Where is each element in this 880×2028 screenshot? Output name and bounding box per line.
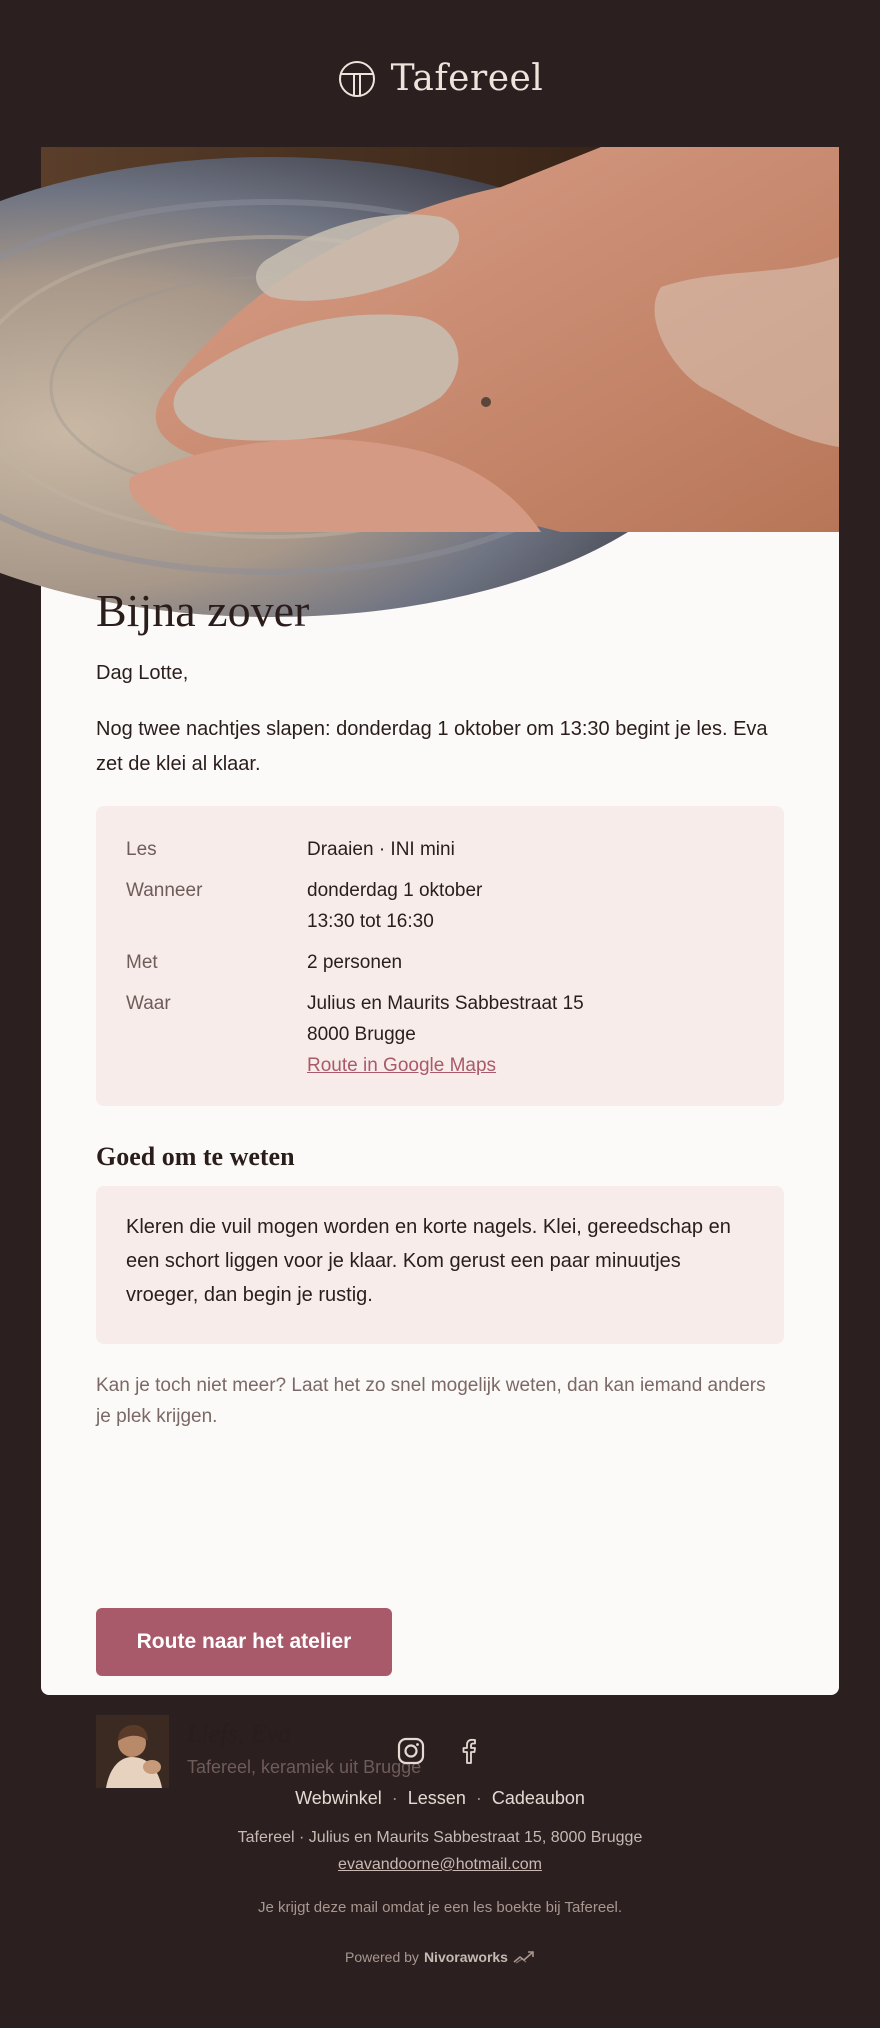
- footer-note: Je krijgt deze mail omdat je een les boekte bij Tafereel.: [257, 1899, 623, 1916]
- detail-label: Les: [126, 839, 157, 860]
- footer-link-cadeaubon[interactable]: Cadeaubon: [491, 1788, 585, 1808]
- brand-name: Tafereel: [390, 58, 544, 99]
- detail-label: Waar: [126, 993, 171, 1014]
- trend-chart-icon: [513, 1950, 535, 1964]
- cancel-notice: Kan je toch niet meer? Laat het zo snel mogelijk weten, dan kan iemand anders je plek krijgen.: [96, 1375, 766, 1427]
- detail-value: Julius en Maurits Sabbestraat 15: [307, 993, 584, 1014]
- detail-value: 13:30 tot 16:30: [307, 911, 434, 932]
- instagram-link[interactable]: [396, 1736, 426, 1766]
- lesson-details-box: [96, 806, 784, 1106]
- brand-logo[interactable]: [0, 58, 880, 99]
- pottery-wheel-logo-icon: [337, 59, 377, 99]
- powered-prefix: Powered by: [345, 1949, 419, 1965]
- hero-image: [41, 147, 839, 532]
- detail-value: 8000 Brugge: [307, 1024, 416, 1045]
- greeting: Dag Lotte,: [96, 662, 189, 684]
- signature-subtitle: Tafereel, keramiek uit Brugge: [187, 1757, 422, 1777]
- instagram-icon: [396, 1736, 426, 1766]
- footer-link-lessen[interactable]: Lessen: [407, 1788, 466, 1808]
- good-to-know-heading: Goed om te weten: [96, 1142, 295, 1171]
- email-card: [41, 147, 839, 1777]
- email-title: Bijna zover: [96, 585, 310, 636]
- google-maps-route-link[interactable]: Route in Google Maps: [307, 1055, 497, 1076]
- footer-email-link[interactable]: evavandoorne@hotmail.com: [338, 1856, 542, 1873]
- footer-separator: ·: [391, 1788, 398, 1808]
- powered-by[interactable]: [0, 1949, 880, 1965]
- social-links: [0, 1736, 880, 1766]
- powered-brand: Nivoraworks: [423, 1949, 508, 1965]
- facebook-icon: [454, 1736, 484, 1766]
- detail-value: donderdag 1 oktober: [307, 880, 483, 901]
- good-to-know-box: [96, 1186, 784, 1344]
- facebook-link[interactable]: [454, 1736, 484, 1766]
- detail-label: Wanneer: [126, 880, 203, 901]
- detail-value: Draaien · INI mini: [307, 839, 455, 860]
- footer-email-wrap: [0, 1856, 880, 1874]
- footer-separator: ·: [475, 1788, 482, 1808]
- route-to-atelier-button[interactable]: Route naar het atelier: [96, 1608, 392, 1676]
- intro-text: Nog twee nachtjes slapen: donderdag 1 oktober om 13:30 begint je les. Eva zet de klei al klaar.: [96, 718, 768, 775]
- detail-link-wrap: [307, 1050, 757, 1081]
- detail-label: Met: [126, 952, 158, 973]
- detail-value: 2 personen: [307, 952, 403, 973]
- good-to-know-text: Kleren die vuil mogen worden en korte nagels. Klei, gereedschap en een schort liggen voor je klaar. Kom gerust een paar minuutjes vroeger, dan begin je rustig.: [126, 1216, 731, 1306]
- footer-link-webwinkel[interactable]: Webwinkel: [295, 1788, 382, 1808]
- footer-address: Tafereel · Julius en Maurits Sabbestraat 15, 8000 Brugge: [237, 1829, 643, 1846]
- signature-name: Liefs, Eva: [187, 1719, 291, 1748]
- footer-nav: [0, 1788, 880, 1809]
